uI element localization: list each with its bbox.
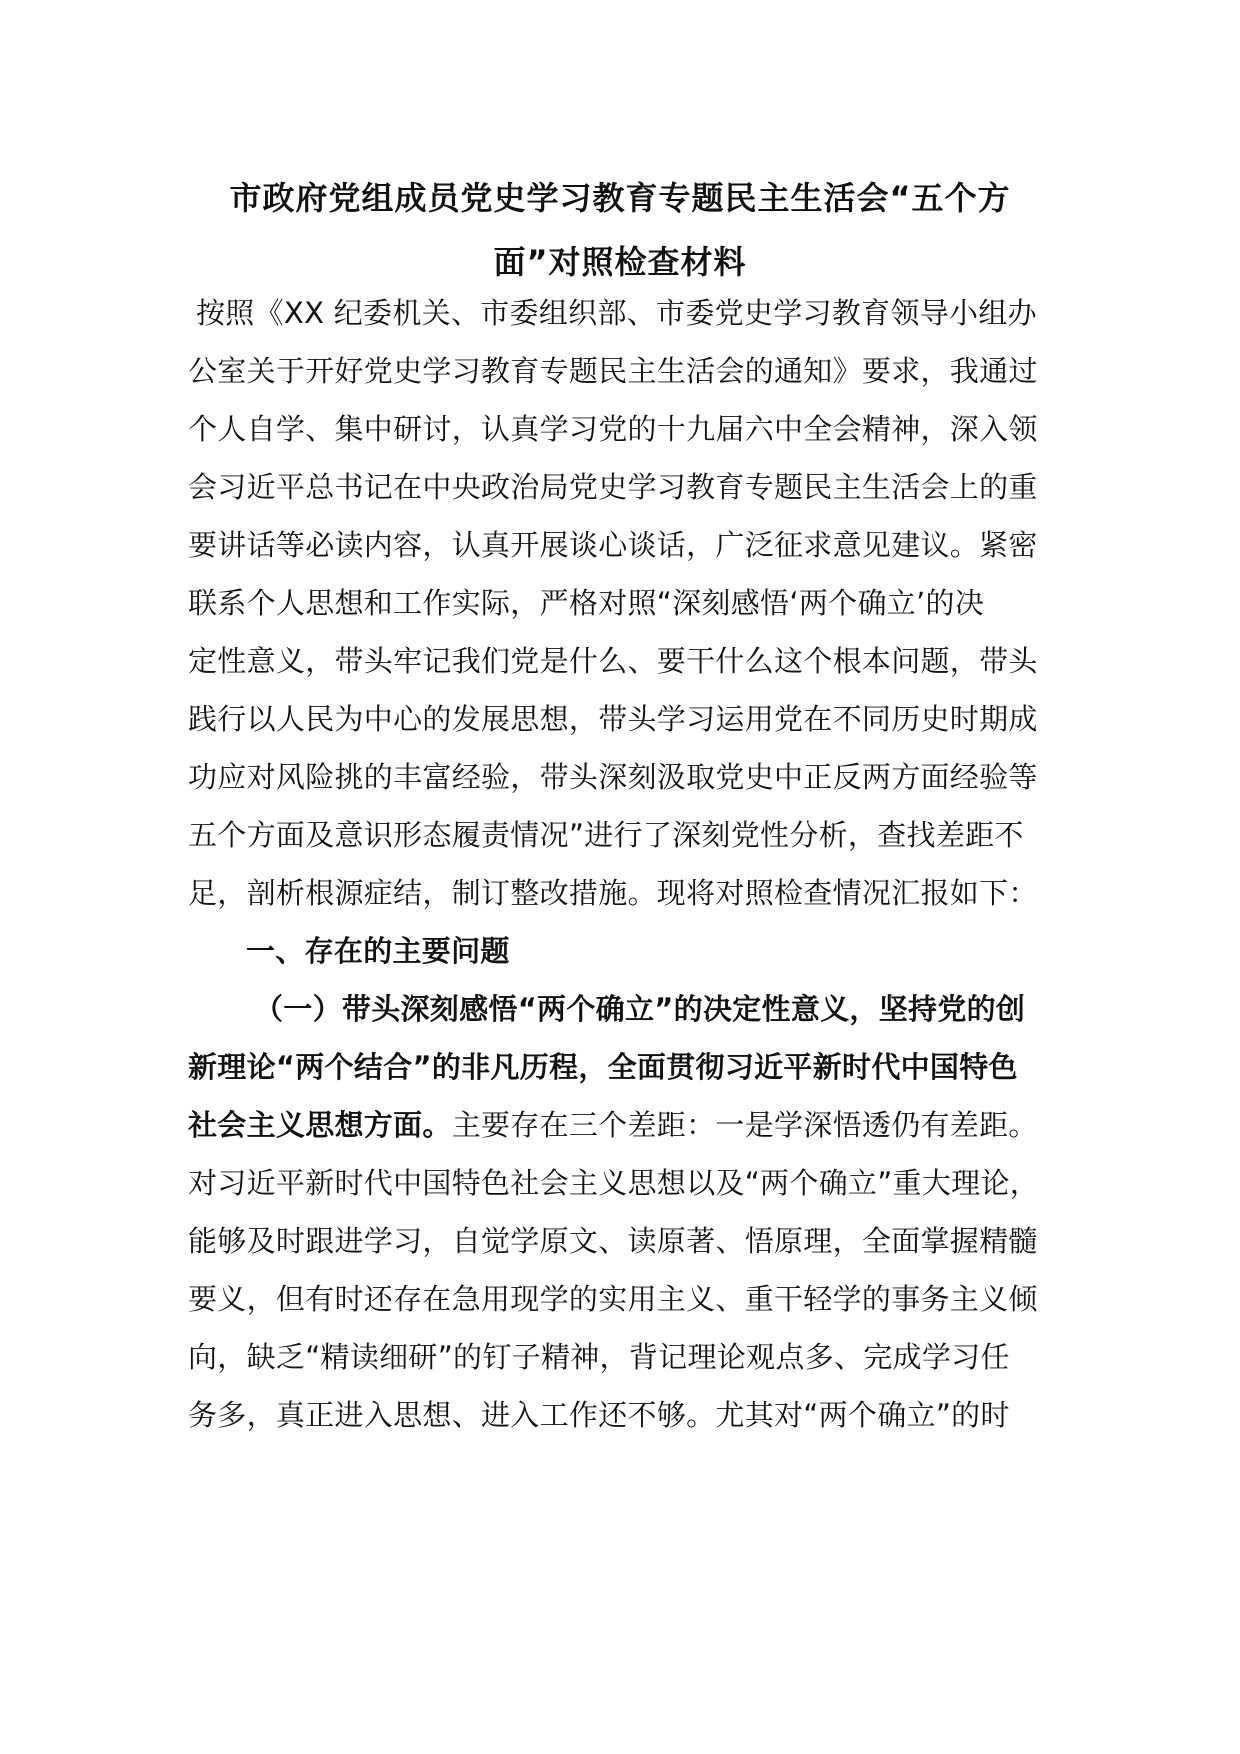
document-title-line-1: 市政府党组成员党史学习教育专题民主生活会“五个方 <box>229 179 1011 217</box>
body-line: 要义，但有时还存在急用现学的实用主义、重干轻学的事务主义倾 <box>188 1282 1038 1316</box>
intro-line: 五个方面及意识形态履责情况”进行了深刻党性分析，查找差距不 <box>188 818 1024 852</box>
intro-line: 公室关于开好党史学习教育专题民主生活会的通知》要求，我通过 <box>188 354 1038 388</box>
intro-line: 功应对风险挑的丰富经验，带头深刻汲取党史中正反两方面经验等 <box>188 760 1038 794</box>
body-line: 务多，真正进入思想、进入工作还不够。尤其对“两个确立”的时 <box>188 1398 1010 1432</box>
body-text: 主要存在三个差距：一是学深悟透仍有差距。 <box>451 1108 1038 1142</box>
subsection-mixed-line <box>188 1105 1038 1145</box>
intro-line: 要讲话等必读内容，认真开展谈心谈话，广泛征求意见建议。紧密 <box>188 528 1038 562</box>
intro-line: 会习近平总书记在中央政治局党史学习教育专题民主生活会上的重 <box>188 470 1038 504</box>
subsection-heading-line: 新理论“两个结合”的非凡历程，全面贯彻习近平新时代中国特色 <box>188 1050 1018 1084</box>
body-line: 对习近平新时代中国特色社会主义思想以及“两个确立”重大理论， <box>188 1166 1040 1200</box>
intro-line: 定性意义，带头牢记我们党是什么、要干什么这个根本问题，带头 <box>188 644 1038 678</box>
intro-line: 个人自学、集中研讨，认真学习党的十九届六中全会精神，深入领 <box>188 412 1038 446</box>
document-title-line-2: 面”对照检查材料 <box>493 243 747 281</box>
subsection-heading-line: （一）带头深刻感悟“两个确立”的决定性意义，坚持党的创 <box>254 992 1026 1026</box>
subsection-heading-end: 社会主义思想方面。 <box>188 1108 452 1142</box>
body-line: 向，缺乏“精读细研”的钉子精神，背记理论观点多、完成学习任 <box>188 1340 1010 1374</box>
body-line: 能够及时跟进学习，自觉学原文、读原著、悟原理，全面掌握精髓 <box>188 1224 1038 1258</box>
section-heading: 一、存在的主要问题 <box>246 934 510 968</box>
intro-line: 按照《XX 纪委机关、市委组织部、市委党史学习教育领导小组办 <box>196 296 1037 330</box>
intro-line: 联系个人思想和工作实际，严格对照“深刻感悟‘两个确立’的决 <box>188 586 985 620</box>
intro-line: 足，剖析根源症结，制订整改措施。现将对照检查情况汇报如下： <box>188 876 1038 910</box>
intro-line: 践行以人民为中心的发展思想，带头学习运用党在不同历史时期成 <box>188 702 1038 736</box>
